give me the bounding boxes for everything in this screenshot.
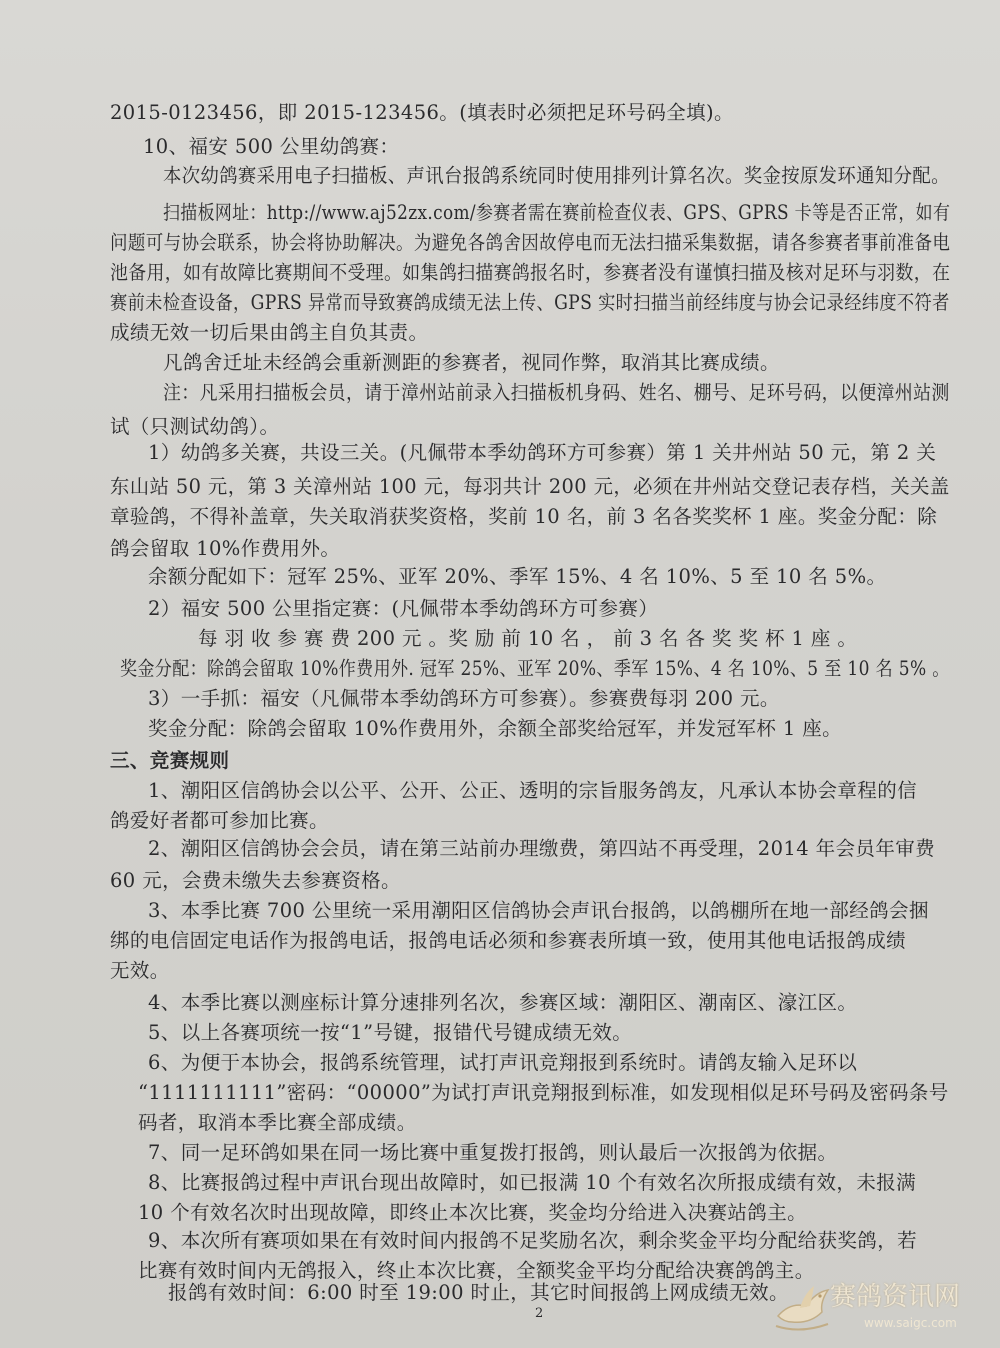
text-line: 9、本次所有赛项如果在有效时间内报鸽不足奖励名次，剩余奖金平均分配给获奖鸽，若 [148,1229,918,1252]
text-line: 5、以上各赛项统一按“1”号键，报错代号键成绩无效。 [148,1021,633,1044]
text-line: 60 元，会费未缴失去参赛资格。 [110,869,401,892]
pigeon-logo-icon [770,1272,834,1336]
text-line: 绑的电信固定电话作为报鸽电话，报鸽电话必须和参赛表所填一致，使用其他电话报鸽成绩 [110,929,907,952]
watermark-site-name: 赛鸽资讯网 [830,1282,961,1312]
text-line: 3）一手抓：福安（凡佩带本季幼鸽环方可参赛）。参赛费每羽 200 元。 [148,687,780,710]
text-line: 1、潮阳区信鸽协会以公平、公开、公正、透明的宗旨服务鸽友，凡承认本协会章程的信 [148,779,918,802]
text-line: 凡鸽舍迁址未经鸽会重新测距的参赛者，视同作弊，取消其比赛成绩。 [163,351,780,374]
text-line: 成绩无效一切后果由鸽主自负其责。 [110,321,429,344]
text-line: 6、为便于本协会，报鸽系统管理，试打声讯竞翔报到系统时。请鸽友输入足环以 [148,1051,858,1074]
text-line: 奖金分配：除鸽会留取 10%作费用外，余额全部奖给冠军，并发冠军杯 1 座。 [148,717,843,740]
text-line: 3、本季比赛 700 公里统一采用潮阳区信鸽协会声讯台报鸽，以鸽棚所在地一部经鸽会捆 [148,899,929,922]
text-line: 余额分配如下：冠军 25%、亚军 20%、季军 15%、4 名 10%、5 至 10 名 5%。 [148,565,887,588]
text-line: 2）福安 500 公里指定赛：(凡佩带本季幼鸽环方可参赛） [148,597,659,620]
text-line: 扫描板网址：http://www.aj52zx.com/参赛者需在赛前检查仪表、GPS、GPRS 卡等是否正常，如有 [163,201,951,224]
text-line: 2、潮阳区信鸽协会会员，请在第三站前办理缴费，第四站不再受理，2014 年会员年审费 [148,837,936,860]
text-line: 8、比赛报鸽过程中声讯台现出故障时，如已报满 10 个有效名次所报成绩有效，未报满 [148,1171,917,1194]
text-line: 码者，取消本季比赛全部成绩。 [138,1111,417,1134]
text-line: 每 羽 收 参 赛 费 200 元 。奖 励 前 10 名 ， 前 3 名 各 奖 奖 杯 1 座 。 [198,627,858,650]
text-line: “1111111111”密码：“00000”为试打声讯竞翔报到标准，如发现相似足环号码及密码条号 [138,1081,949,1104]
text-line: 7、同一足环鸽如果在同一场比赛中重复拨打报鸽，则认最后一次报鸽为依据。 [148,1141,838,1164]
text-line: 1）幼鸽多关赛，共设三关。(凡佩带本季幼鸽环方可参赛）第 1 关井州站 50 元，第 2 关 [148,441,937,464]
text-line: 10、福安 500 公里幼鸽赛： [143,135,400,158]
text-line: 2015-0123456，即 2015-123456。(填表时必须把足环号码全填)。 [110,101,734,124]
text-line: 奖金分配：除鸽会留取 10%作费用外. 冠军 25%、亚军 20%、季军 15%、4 名 10%、5 至 10 名 5% 。 [120,657,950,680]
text-line: 池备用，如有故障比赛期间不受理。如集鸽扫描赛鸽报名时，参赛者没有谨慎扫描及核对足环与羽数，在 [110,261,951,284]
text-line: 4、本季比赛以测座标计算分速排列名次，参赛区域：潮阳区、潮南区、濠江区。 [148,991,858,1014]
section-heading: 三、竞赛规则 [110,749,230,772]
text-line: 鸽会留取 10%作费用外。 [110,537,341,560]
text-line: 问题可与协会联系，协会将协助解决。为避免各鸽舍因故停电而无法扫描采集数据，请各参赛者事前准备电 [110,231,951,254]
text-line: 鸽爱好者都可参加比赛。 [110,809,329,832]
watermark-url: www.saigc.com [864,1316,957,1330]
text-line: 注：凡采用扫描板会员，请于漳州站前录入扫描板机身码、姓名、棚号、足环号码，以便漳州站测 [163,381,950,404]
text-line: 东山站 50 元，第 3 关漳州站 100 元，每羽共计 200 元，必须在井州站交登记表存档，关关盖 [110,475,950,498]
text-line: 比赛有效时间内无鸽报入，终止本次比赛，全额奖金平均分配给决赛鸽鸽主。 [138,1259,815,1282]
text-line: 本次幼鸽赛采用电子扫描板、声讯台报鸽系统同时使用排列计算名次。奖金按原发环通知分配。 [163,164,950,187]
text-line: 报鸽有效时间：6:00 时至 19:00 时止，其它时间报鸽上网成绩无效。 [168,1281,789,1304]
text-line: 章验鸽，不得补盖章，失关取消获奖资格，奖前 10 名，前 3 名各奖奖杯 1 座。奖金分配：除 [110,505,938,528]
text-line: 10 个有效名次时出现故障，即终止本次比赛，奖金均分给进入决赛站鸽主。 [138,1201,808,1224]
text-line: 试（只测试幼鸽）。 [110,415,280,438]
text-line: 无效。 [110,959,170,982]
watermark [770,1272,995,1342]
page-number: 2 [535,1306,544,1321]
text-line: 赛前未检查设备，GPRS 异常而导致赛鸽成绩无法上传、GPS 实时扫描当前经纬度与协会记录经纬度不符者 [110,291,950,314]
